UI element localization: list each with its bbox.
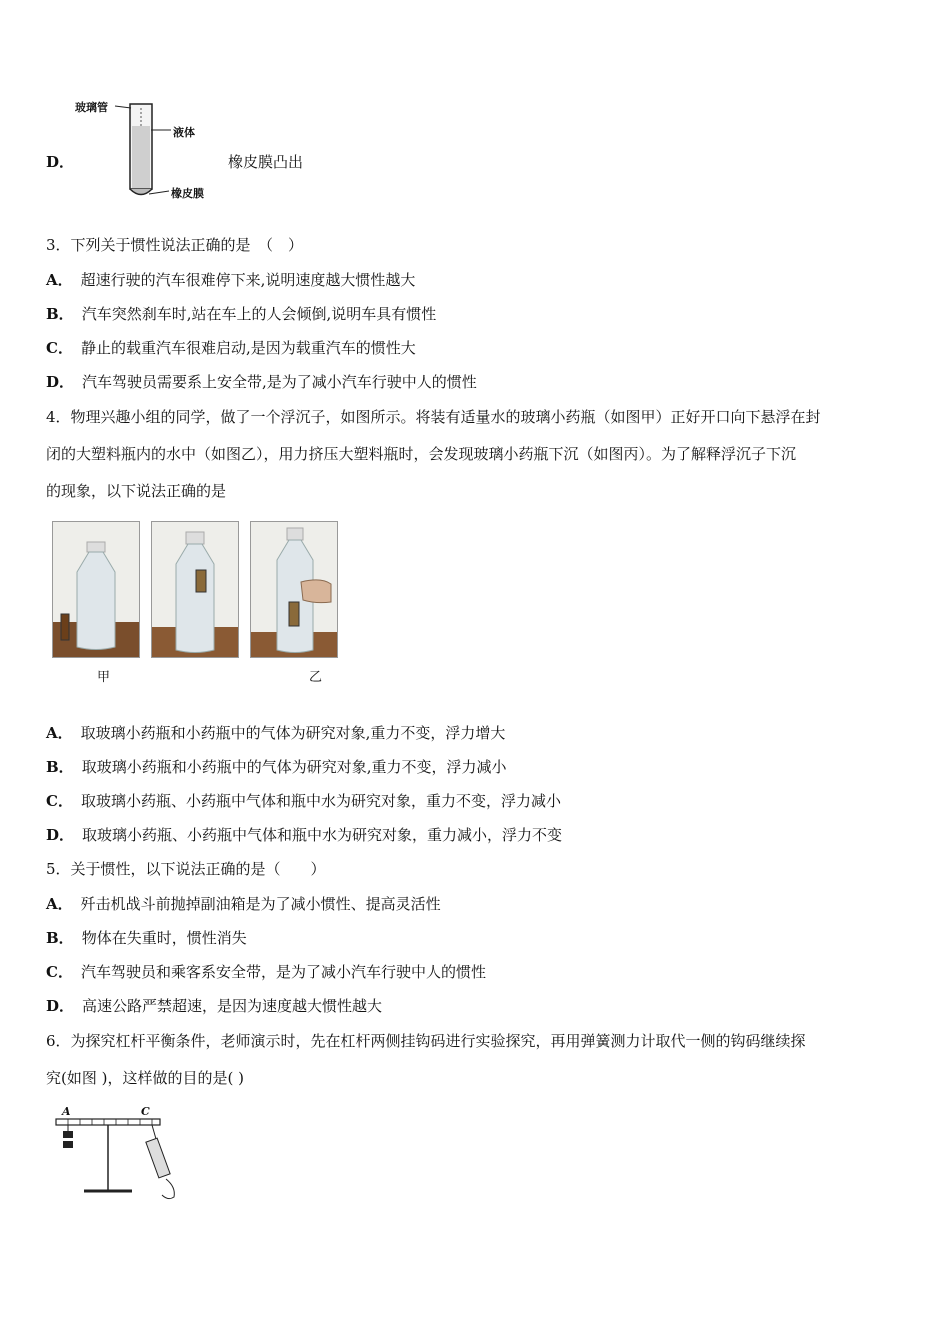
bottle-photo-bing: [251, 522, 337, 657]
q4-option-c: C． 取玻璃小药瓶、小药瓶中气体和瓶中水为研究对象，重力不变，浮力减小: [46, 792, 561, 810]
q5-stem: 5．关于惯性，以下说法正确的是（ ）: [46, 860, 326, 878]
q2-option-d-label: D．: [46, 153, 75, 171]
liquid-label: 液体: [173, 126, 195, 139]
q4-stem-line-3: 的现象，以下说法正确的是: [46, 482, 227, 500]
caption-jia: 甲: [97, 670, 111, 685]
tube-label: 玻璃管: [75, 101, 108, 114]
point-c-label: C: [141, 1105, 150, 1118]
glass-tube-figure: [75, 96, 225, 206]
lever-drawing: [48, 1105, 198, 1205]
point-a-label: A: [62, 1105, 71, 1118]
q3-option-d: D． 汽车驾驶员需要系上安全带,是为了减小汽车行驶中人的惯性: [46, 373, 477, 391]
q6-stem-line-1: 6．为探究杠杆平衡条件，老师演示时，先在杠杆两侧挂钩码进行实验探究，再用弹簧测力计取代一侧的钩码继续探: [46, 1032, 806, 1050]
q4-option-a: A． 取玻璃小药瓶和小药瓶中的气体为研究对象,重力不变，浮力增大: [46, 724, 506, 742]
membrane-label: 橡皮膜: [171, 187, 204, 200]
q4-option-b: B． 取玻璃小药瓶和小药瓶中的气体为研究对象,重力不变，浮力减小: [46, 758, 507, 776]
q5-option-d: D． 高速公路严禁超速，是因为速度越大惯性越大: [46, 997, 383, 1015]
q5-option-b: B． 物体在失重时，惯性消失: [46, 929, 247, 947]
q4-stem-line-2: 闭的大塑料瓶内的水中（如图乙），用力挤压大塑料瓶时，会发现玻璃小药瓶下沉（如图丙）。为了解释浮沉子下沉: [46, 445, 797, 463]
q3-option-c: C． 静止的载重汽车很难启动,是因为载重汽车的惯性大: [46, 339, 416, 357]
q4-stem-line-1: 4．物理兴趣小组的同学，做了一个浮沉子，如图所示。将装有适量水的玻璃小药瓶（如图甲）正好开口向下悬浮在封: [46, 408, 821, 426]
q5-option-a: A． 歼击机战斗前抛掉副油箱是为了减小惯性、提高灵活性: [46, 895, 441, 913]
bottle-photo-jia: [53, 522, 139, 657]
lever-figure: [48, 1105, 198, 1205]
caption-yi: 乙: [309, 670, 323, 685]
q3-stem: 3．下列关于惯性说法正确的是 （ ）: [46, 236, 304, 254]
q4-option-d: D． 取玻璃小药瓶、小药瓶中气体和瓶中水为研究对象，重力减小，浮力不变: [46, 826, 563, 844]
q3-option-b: B． 汽车突然刹车时,站在车上的人会倾倒,说明车具有惯性: [46, 305, 437, 323]
photo-jia: [52, 521, 140, 658]
photo-yi: [151, 521, 239, 658]
q2-option-d-text: 橡皮膜凸出: [228, 153, 304, 171]
photo-bing: [250, 521, 338, 658]
q6-stem-line-2: 究(如图 )，这样做的目的是( ): [46, 1069, 244, 1087]
q5-option-c: C． 汽车驾驶员和乘客系安全带，是为了减小汽车行驶中人的惯性: [46, 963, 486, 981]
bottle-photo-yi: [152, 522, 238, 657]
q3-option-a: A． 超速行驶的汽车很难停下来,说明速度越大惯性越大: [46, 271, 416, 289]
